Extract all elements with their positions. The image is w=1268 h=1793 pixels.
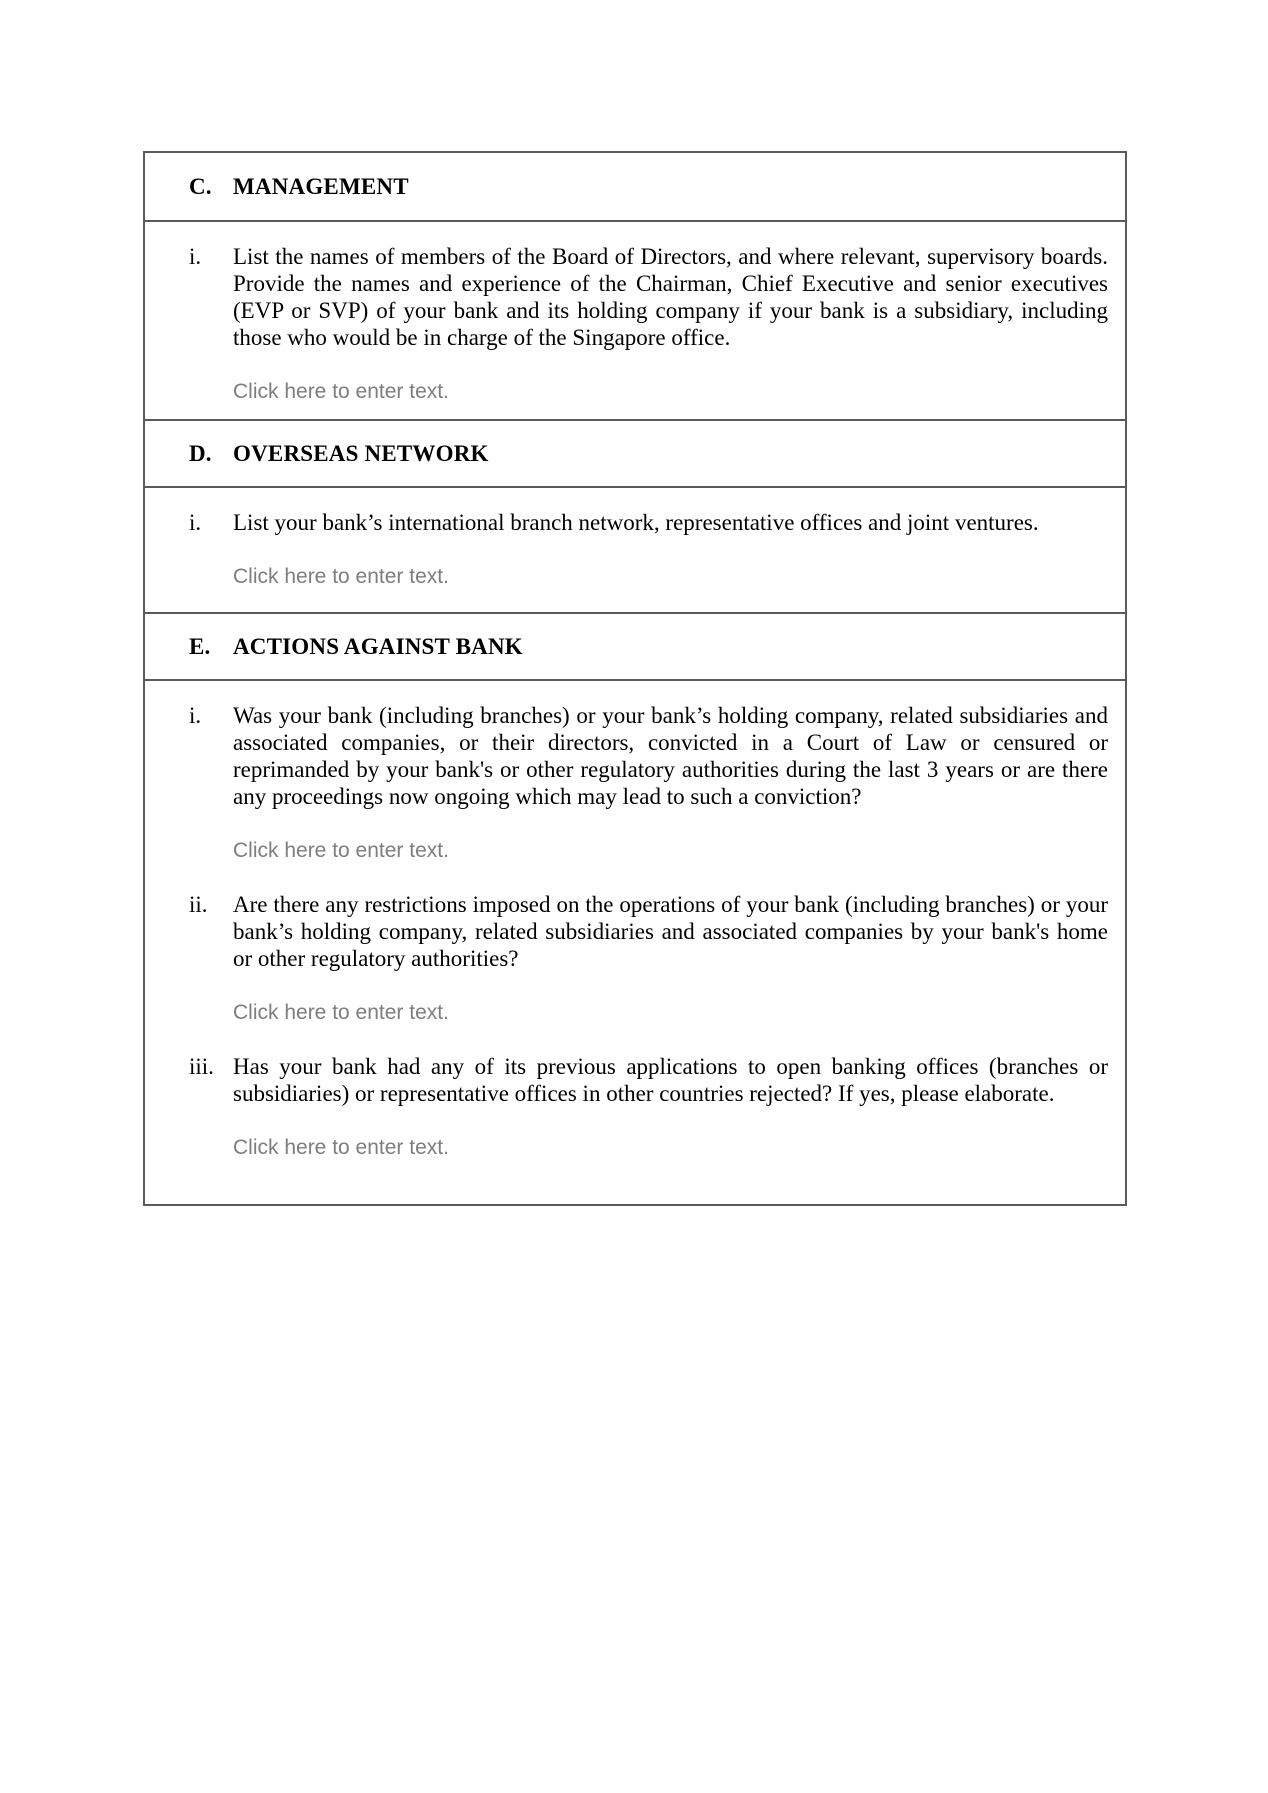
- text-entry-placeholder-e-iii[interactable]: Click here to enter text.: [233, 1136, 449, 1159]
- text-entry-placeholder-e-i[interactable]: Click here to enter text.: [233, 839, 449, 862]
- question-e-i-marker: i.: [189, 703, 202, 728]
- question-e-iii: [189, 1053, 1108, 1107]
- question-d-i-text: List your bank’s international branch network, representative offices and joint ventures.: [233, 510, 1039, 535]
- question-e-i-text: Was your bank (including branches) or your bank’s holding company, related subsidiaries and associated companies, or their directors, convicted in a Court of Law or censured or reprimanded by your bank's or other regulatory authorities during the last 3 years or are there any proceedings now ongoing which may lead to such a conviction?: [233, 703, 1108, 809]
- text-entry-placeholder-e-ii[interactable]: Click here to enter text.: [233, 1001, 449, 1024]
- section-title-overseas-network: OVERSEAS NETWORK: [233, 441, 489, 466]
- section-header-management: [145, 153, 1125, 220]
- question-c-i: [189, 243, 1108, 351]
- question-e-ii-text: Are there any restrictions imposed on the operations of your bank (including branches) or your bank’s holding company, related subsidiaries and associated companies by your bank's home or other regulatory authorities?: [233, 892, 1108, 971]
- section-content-management: [145, 220, 1125, 419]
- question-e-iii-marker: iii.: [189, 1054, 214, 1079]
- question-c-i-text: List the names of members of the Board of Directors, and where relevant, supervisory boards. Provide the names and experience of the Chairman, Chief Executive and senior executives (EVP or SVP) of your bank and its holding company if your bank is a subsidiary, including those who would be in charge of the Singapore office.: [233, 244, 1108, 350]
- text-entry-placeholder-c-i[interactable]: Click here to enter text.: [233, 380, 449, 403]
- section-title-actions-against-bank: ACTIONS AGAINST BANK: [233, 634, 523, 659]
- question-c-i-marker: i.: [189, 244, 202, 269]
- question-e-ii: [189, 891, 1108, 972]
- section-header-actions-against-bank: [145, 612, 1125, 679]
- questionnaire-table: [143, 151, 1127, 1206]
- question-e-ii-marker: ii.: [189, 892, 208, 917]
- section-content-overseas-network: [145, 486, 1125, 612]
- question-e-iii-text: Has your bank had any of its previous applications to open banking offices (branches or subsidiaries) or representative offices in other countries rejected? If yes, please elaborate.: [233, 1054, 1108, 1106]
- section-letter-e: E.: [189, 634, 211, 659]
- question-d-i-marker: i.: [189, 510, 202, 535]
- text-entry-placeholder-d-i[interactable]: Click here to enter text.: [233, 565, 449, 588]
- section-header-overseas-network: [145, 419, 1125, 486]
- question-d-i: [189, 509, 1108, 536]
- section-letter-c: C.: [189, 174, 212, 199]
- section-content-actions-against-bank: [145, 679, 1125, 1204]
- question-e-i: [189, 702, 1108, 810]
- section-letter-d: D.: [189, 441, 212, 466]
- section-title-management: MANAGEMENT: [233, 174, 409, 199]
